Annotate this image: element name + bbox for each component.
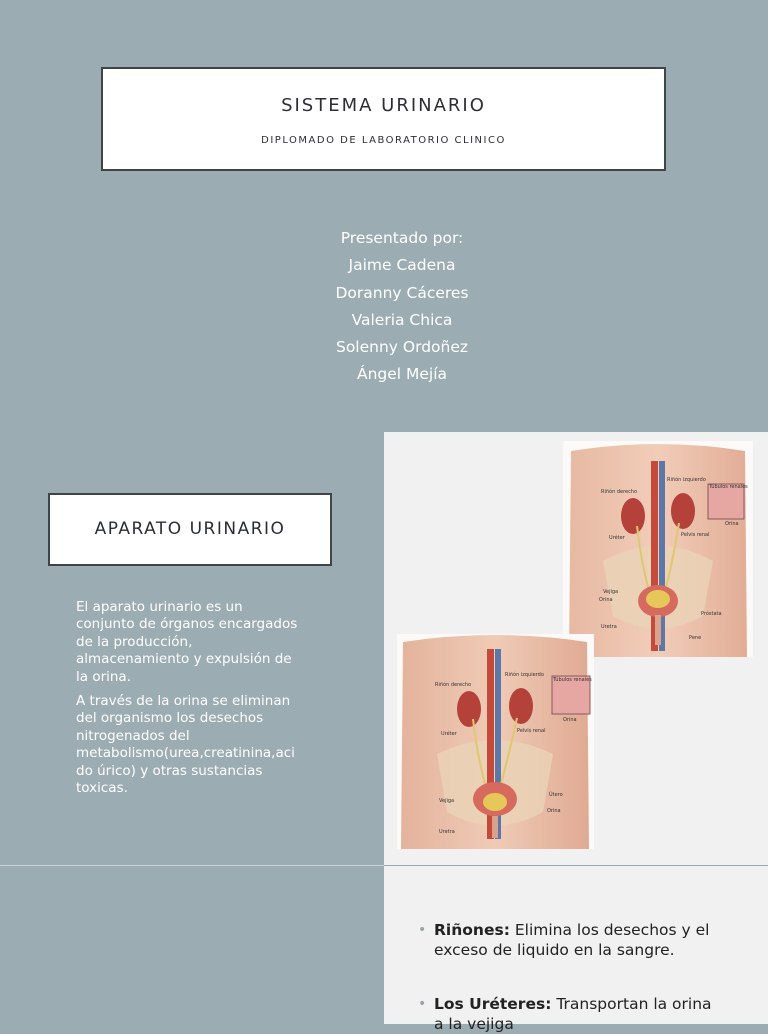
presenter-name: Jaime Cadena [348,256,456,275]
urinary-illustration-female [397,634,594,849]
bullet-icon: • [418,922,427,938]
presenter-name: Ángel Mejía [356,365,448,384]
bullet-icon: • [418,996,427,1012]
svg-text:Túbulos renales: Túbulos renales [553,677,592,683]
svg-text:Riñón derecho: Riñón derecho [435,682,472,688]
urinary-illustration-male [563,441,753,657]
urinary-figure-male [563,441,753,657]
slide-subtitle: DIPLOMADO DE LABORATORIO CLINICO [261,135,506,146]
svg-text:Útero: Útero [549,792,563,798]
presenters-list [300,225,504,389]
svg-text:Pelvis renal: Pelvis renal [681,532,710,538]
title-box [101,67,666,171]
aparato-paragraph-1: El aparato urinario es un conjunto de órganos encargados de la producción, almacenamiento y expulsión de la orina. [76,599,298,685]
presenter-name: Valeria Chica [351,310,453,329]
aparato-heading: APARATO URINARIO [94,519,286,539]
aparato-paragraph-2: A través de la orina se eliminan del organismo los desechos nitrogenados del metabolismo(urea,creatinina,acido úrico) y otras sustancias toxicas. [76,693,295,797]
urinary-figure-female [397,634,594,849]
svg-text:Túbulos renales: Túbulos renales [709,484,748,490]
presenters-heading: Presentado por: [340,229,464,247]
slide-divider [0,865,384,866]
svg-text:Orina: Orina [725,521,739,527]
svg-text:Uréter: Uréter [441,731,457,737]
slide-title: SISTEMA URINARIO [281,95,486,116]
svg-text:Vejiga: Vejiga [439,798,455,804]
svg-text:Próstata: Próstata [701,611,722,617]
organ-description: Elimina los desechos y el exceso de liquido en la sangre. [434,921,710,959]
svg-text:Orina: Orina [599,597,613,603]
svg-text:Uretra: Uretra [601,624,617,630]
svg-text:Pene: Pene [689,635,702,641]
organ-description: Transportan la orina a la vejiga [434,995,712,1033]
svg-text:Orina: Orina [563,717,577,723]
svg-text:Riñón derecho: Riñón derecho [601,489,638,495]
svg-text:Riñón izquierdo: Riñón izquierdo [667,477,706,483]
svg-text:Vejiga: Vejiga [603,589,619,595]
svg-text:Pelvis renal: Pelvis renal [517,728,546,734]
svg-text:Uretra: Uretra [439,829,455,835]
organ-term: Los Uréteres: [434,995,552,1013]
svg-text:Orina: Orina [547,808,561,814]
aparato-heading-box [48,493,332,566]
presenter-name: Solenny Ordoñez [335,338,469,357]
svg-text:Riñón izquierdo: Riñón izquierdo [505,672,544,678]
svg-text:Uréter: Uréter [609,535,625,541]
presenter-name: Doranny Cáceres [335,283,469,302]
organ-term: Riñones: [434,921,510,939]
